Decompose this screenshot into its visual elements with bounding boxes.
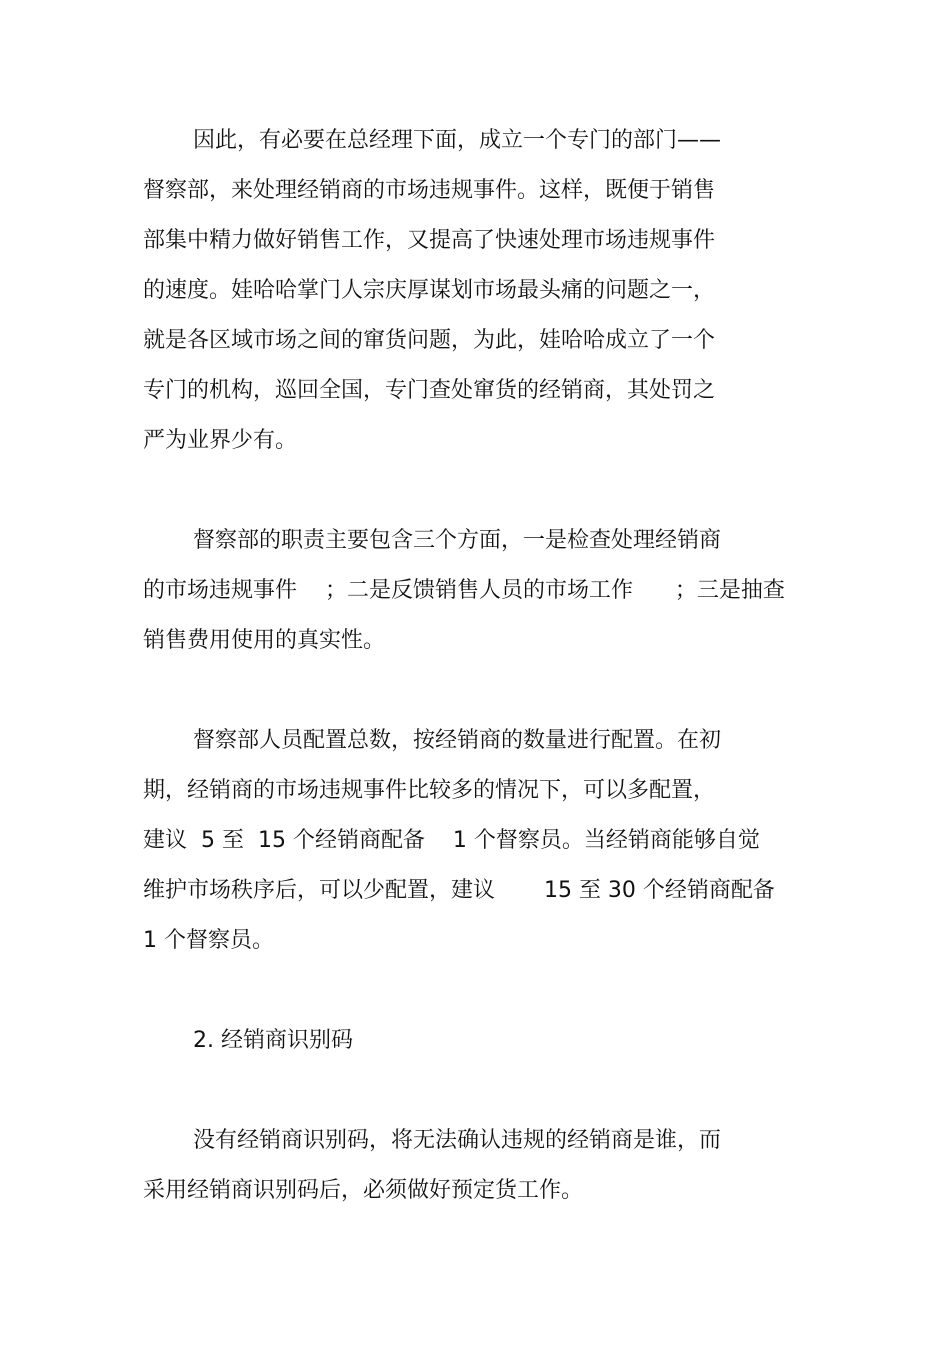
paragraph-3-line-3: 建议 5 至 15 个经销商配备 1 个督察员。当经销商能够自觉 (143, 828, 760, 853)
paragraph-2-line-1: 督察部的职责主要包含三个方面，一是检查处理经销商 (193, 528, 722, 553)
paragraph-1-line-1: 因此，有必要在总经理下面，成立一个专门的部门—— (193, 128, 722, 153)
paragraph-1-line-5: 就是各区域市场之间的窜货问题，为此，娃哈哈成立了一个 (143, 328, 716, 353)
paragraph-2-line-2: 的市场违规事件 ；二是反馈销售人员的市场工作 ；三是抽查 (143, 578, 785, 603)
paragraph-1-line-6: 专门的机构，巡回全国，专门查处窜货的经销商，其处罚之 (143, 378, 716, 403)
paragraph-1-line-3: 部集中精力做好销售工作，又提高了快速处理市场违规事件 (143, 228, 716, 253)
paragraph-1-line-2: 督察部，来处理经销商的市场违规事件。这样，既便于销售 (143, 178, 716, 203)
paragraph-3-line-1: 督察部人员配置总数，按经销商的数量进行配置。在初 (193, 728, 722, 753)
paragraph-5-line-1: 没有经销商识别码，将无法确认违规的经销商是谁，而 (193, 1128, 722, 1153)
paragraph-3-line-4: 维护市场秩序后，可以少配置，建议 15 至 30 个经销商配备 (143, 878, 775, 903)
paragraph-3-line-5: 1 个督察员。 (143, 928, 274, 953)
paragraph-5-line-2: 采用经销商识别码后，必须做好预定货工作。 (143, 1178, 584, 1203)
section-heading: 2. 经销商识别码 (193, 1028, 353, 1053)
paragraph-3-line-2: 期，经销商的市场违规事件比较多的情况下，可以多配置， (143, 778, 716, 803)
paragraph-1-line-7: 严为业界少有。 (143, 428, 298, 453)
paragraph-1-line-4: 的速度。娃哈哈掌门人宗庆厚谋划市场最头痛的问题之一， (143, 278, 716, 303)
paragraph-2-line-3: 销售费用使用的真实性。 (143, 628, 386, 653)
